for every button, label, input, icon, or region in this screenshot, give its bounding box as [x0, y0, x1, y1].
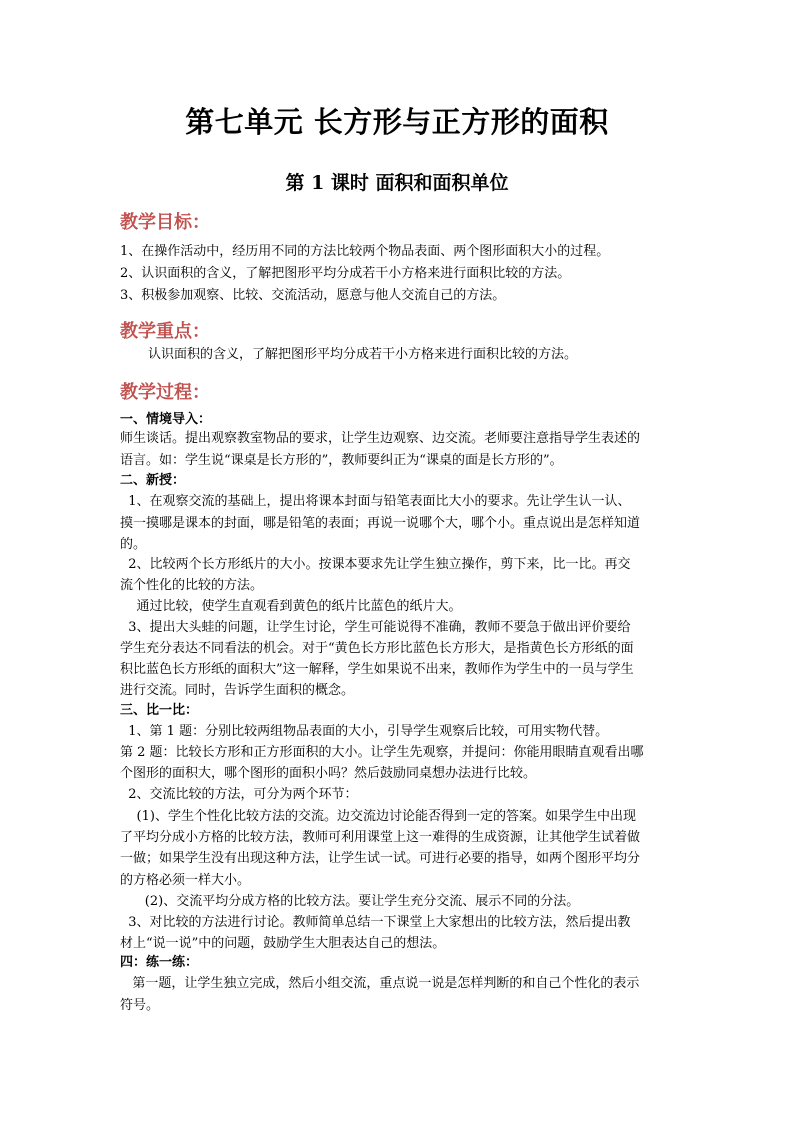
process-line: 1、第 1 题：分别比较两组物品表面的大小，引导学生观察后比较，可用实物代替。: [120, 724, 609, 739]
goal-item-1: 1、在操作活动中，经历用不同的方法比较两个物品表面、两个图形面积大小的过程。: [120, 244, 610, 259]
goals-heading: 教学目标：: [120, 212, 210, 233]
process-line: 3、对比较的方法进行讨论。教师简单总结一下课堂上大家想出的比较方法，然后提出教: [120, 915, 631, 930]
process-line: 2、交流比较的方法，可分为两个环节：: [120, 787, 358, 802]
process-line: 进行交流。同时，告诉学生面积的概念。: [120, 683, 355, 698]
process-line: 积比蓝色长方形纸的面积大”这一解释，学生如果说不出来，教师作为学生中的一员与学生: [120, 662, 634, 677]
process-line: 一、情境导入：: [120, 412, 212, 427]
process-line: 2、比较两个长方形纸片的大小。按课本要求先让学生独立操作，剪下来，比一比。再交: [120, 557, 631, 572]
process-line: 学生充分表达不同看法的机会。对于“黄色长方形比蓝色长方形大，是指黄色长方形纸的面: [120, 641, 634, 656]
process-line: 第 2 题：比较长方形和正方形面积的大小。让学生先观察，并提问：你能用眼睛直观看出哪: [120, 745, 644, 760]
process-line: 四：练一练：: [120, 955, 199, 970]
process-line: 符号。: [120, 998, 160, 1013]
process-line: 1、在观察交流的基础上，提出将课本封面与铅笔表面比大小的要求。先让学生认一认、: [120, 494, 631, 509]
lesson-subtitle: 第 1 课时 面积和面积单位: [285, 172, 509, 194]
process-line: 语言。如：学生说“课桌是长方形的”，教师要纠正为“课桌的面是长方形的”。: [120, 453, 563, 468]
process-line: 二、新授：: [120, 473, 186, 488]
goal-item-2: 2、认识面积的含义，了解把图形平均分成若干小方格来进行面积比较的方法。: [120, 266, 571, 281]
process-line: 第一题，让学生独立完成，然后小组交流，重点说一说是怎样判断的和自己个性化的表示: [120, 976, 640, 991]
process-line: 的方格必须一样大小。: [120, 873, 251, 888]
key-text: 认识面积的含义，了解把图形平均分成若干小方格来进行面积比较的方法。: [148, 347, 578, 362]
process-line: 三、比一比：: [120, 703, 199, 718]
process-line: 流个性化的比较的方法。: [120, 578, 264, 593]
process-line: 3、提出大头蛙的问题，让学生讨论，学生可能说得不准确，教师不要急于做出评价要给: [120, 620, 631, 635]
process-heading: 教学过程：: [120, 382, 210, 403]
process-line: 个图形的面积大，哪个图形的面积小吗？然后鼓励同桌想办法进行比较。: [120, 766, 537, 781]
process-line: 摸一摸哪是课本的封面，哪是铅笔的表面；再说一说哪个大，哪个小。重点说出是怎样知道: [120, 516, 641, 531]
process-line: (2)、交流平均分成方格的比较方法。要让学生充分交流、展示不同的分法。: [120, 894, 580, 909]
key-heading: 教学重点：: [120, 321, 210, 342]
process-line: 一做；如果学生没有出现这种方法，让学生试一试。可进行必要的指导，如两个图形平均分: [120, 851, 641, 866]
page-title: 第七单元 长方形与正方形的面积: [185, 105, 609, 139]
process-line: 师生谈话。提出观察教室物品的要求，让学生边观察、边交流。老师要注意指导学生表述的: [120, 431, 641, 446]
process-line: 了平均分成小方格的比较方法，教师可利用课堂上这一难得的生成资源，让其他学生试着做: [120, 830, 641, 845]
process-line: 通过比较，使学生直观看到黄色的纸片比蓝色的纸片大。: [120, 599, 462, 614]
process-line: 的。: [120, 537, 147, 552]
goal-item-3: 3、积极参加观察、比较、交流活动，愿意与他人交流自己的方法。: [120, 288, 506, 303]
process-line: (1)、学生个性化比较方法的交流。边交流边讨论能否得到一定的答案。如果学生中出现: [120, 809, 636, 824]
process-line: 材上“说一说”中的问题，鼓励学生大胆表达自己的想法。: [120, 936, 446, 951]
